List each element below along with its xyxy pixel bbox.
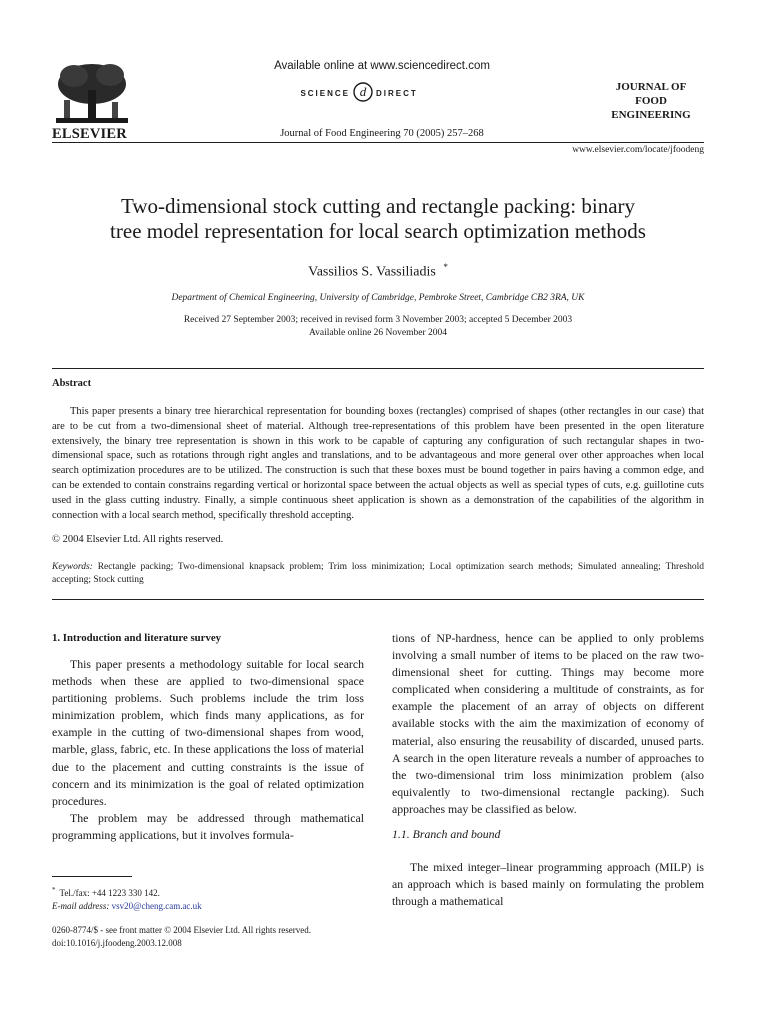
header-divider xyxy=(52,142,704,143)
author-affiliation: Department of Chemical Engineering, University of Cambridge, Pembroke Street, Cambridge CB2 3RA, UK xyxy=(171,293,585,303)
sciencedirect-logo xyxy=(232,80,532,104)
abstract-top-divider xyxy=(52,368,704,369)
body-paragraph: The problem may be addressed through mathematical programming applications, but it involves formula- xyxy=(52,810,364,842)
abstract-bottom-divider xyxy=(52,599,704,600)
tel-fax: Tel./fax: +44 1223 330 142. xyxy=(59,888,160,898)
copyright-notice: © 2004 Elsevier Ltd. All rights reserved. xyxy=(52,534,224,545)
keywords-label: Keywords: xyxy=(52,562,93,572)
issn-doi-block xyxy=(52,924,382,950)
sciencedirect-wordmark-right: DIRECT xyxy=(376,89,418,98)
journal-name-block xyxy=(597,80,705,122)
svg-text:d: d xyxy=(359,84,367,99)
publisher-name: ELSEVIER xyxy=(52,126,127,142)
submission-dates xyxy=(52,314,704,339)
keywords xyxy=(52,561,704,587)
body-paragraph: tions of NP-hardness, hence can be applied to only problems involving a small number of items to be placed on the raw two-dimensional sheet for cutting. Things may become more complicated when considering a multitude of constraints, as for example the placement of an array of objects on different available stocks with the aim the maximization of economy of material, also ensuring the reusability of discarded, unused parts. A search in the open literature reveals a number of approaches to the two-dimensional trim loss minimization problem (also equivalently to two-dimensional rectangle packing). Such approaches may be classified as below. xyxy=(392,631,704,816)
journal-name-line: FOOD xyxy=(635,95,667,107)
email-label: E-mail address: xyxy=(52,901,110,911)
doi-link[interactable]: doi:10.1016/j.jfoodeng.2003.12.008 xyxy=(52,938,182,948)
footnote-mark: * xyxy=(52,886,56,894)
body-paragraph: This paper presents a methodology suitable for local search methods when these are applied to two-dimensional space partitioning problems. Such problems include the trim loss minimization problem, which finds many applications, as for example in the cutting of two-dimensional shapes from wood, marble, glass, fabric, etc. In these applications the loss of material due to the placement and cutting constraints is the issue of concern and its minimization is the goal of related optimization procedures. xyxy=(52,657,364,808)
left-column xyxy=(52,630,364,844)
author-footnote xyxy=(52,884,364,913)
title-line: Two-dimensional stock cutting and rectangle packing: binary xyxy=(120,194,636,218)
footnote-email xyxy=(52,900,364,913)
body-paragraph: The mixed integer–linear programming approach (MILP) is an approach which is based mainly on formulating the problem through a mathematical xyxy=(392,860,704,909)
journal-name-line: JOURNAL OF xyxy=(615,81,687,93)
journal-reference: Journal of Food Engineering 70 (2005) 257–268 xyxy=(280,128,484,139)
available-online-text: Available online at www.sciencedirect.com xyxy=(274,60,490,72)
author-name[interactable]: Vassilios S. Vassiliadis xyxy=(308,264,436,280)
email-link[interactable]: vsv20@cheng.cam.ac.uk xyxy=(111,901,202,911)
paper-title xyxy=(52,194,704,244)
sciencedirect-wordmark-left: SCIENCE xyxy=(300,89,350,98)
author-line xyxy=(52,262,704,281)
footnote-divider xyxy=(52,876,132,877)
issn-line: 0260-8774/$ - see front matter © 2004 Elsevier Ltd. All rights reserved. xyxy=(52,925,312,935)
abstract-text: This paper presents a binary tree hierarchical representation for bounding boxes (rectangles) comprised of shapes (other rectangles in our case) that are to be cut from a two-dimensional sheet of material. Although tree-representations of this problem have been presented in the open literature extensively, the binary tree representation is shown in this work to be capable of capturing any configuration of such rectangular shapes in two-dimensional space, such as rotations through right angles and translations, and to be advantageous and more general over other approaches when local search optimization procedures are to be utilized. The construction is such that these boxes must be bound together in pairs having a common edge, and can be extended to contain constrains regarding vertical or horizontal space between the actual objects as well as special types of cuts, e.g. guillotine cuts used in the glass cutting industry. Finally, a simple continuous sheet application is shown as a demonstration of the capabilities of the algorithm in connection with a local search method, specifically threshold accepting. xyxy=(52,406,704,521)
subsection-heading: 1.1. Branch and bound xyxy=(392,827,501,842)
abstract-heading: Abstract xyxy=(52,378,92,389)
journal-url-link[interactable]: www.elsevier.com/locate/jfoodeng xyxy=(572,145,704,155)
available-online-date: Available online 26 November 2004 xyxy=(308,327,448,338)
keywords-list: Rectangle packing; Two-dimensional knapsack problem; Trim loss minimization; Local optimization search methods; Simulated annealing; Threshold accepting; Stock cutting xyxy=(52,562,705,585)
right-column xyxy=(392,630,704,910)
footnote-tel xyxy=(52,884,364,900)
received-dates: Received 27 September 2003; received in revised form 3 November 2003; accepted 5 December 2003 xyxy=(183,315,573,325)
journal-name-line: ENGINEERING xyxy=(611,109,691,121)
title-line: tree model representation for local search optimization methods xyxy=(110,219,646,243)
author-footnote-mark[interactable]: * xyxy=(443,262,448,272)
section-heading: 1. Introduction and literature survey xyxy=(52,632,222,644)
